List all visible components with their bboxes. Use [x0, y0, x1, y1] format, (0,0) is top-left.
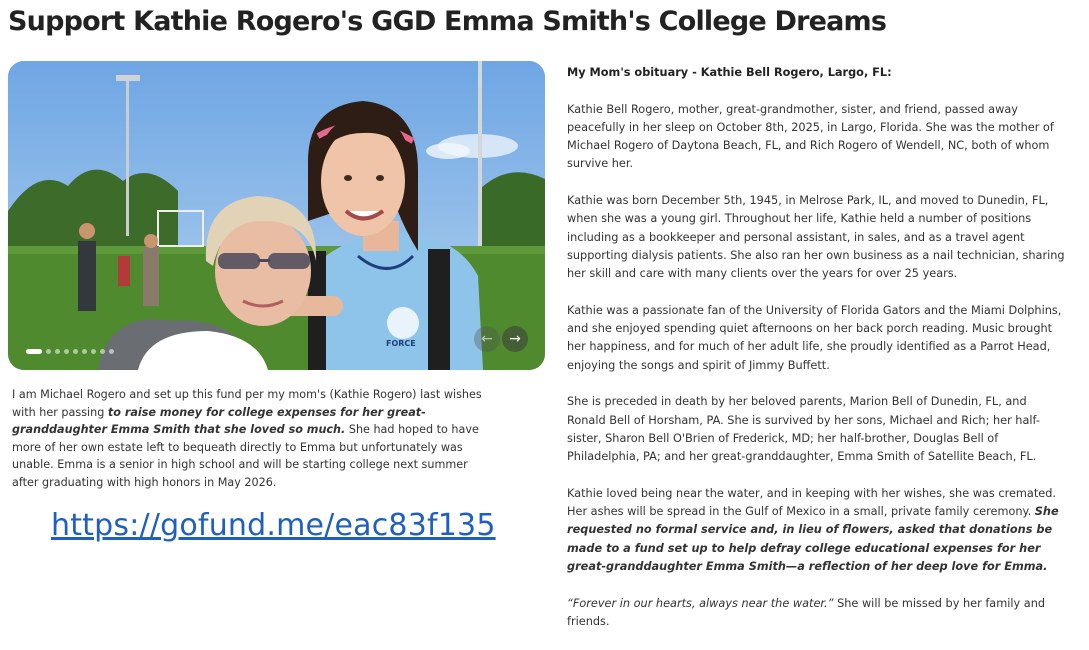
jersey-text: FORCE: [386, 339, 416, 348]
obituary-p5-text: Kathie loved being near the water, and in keeping with her wishes, she was cremated. Her ashes will be spread in the Gulf of Mexico in a small, private family ceremony.: [567, 486, 1056, 519]
obituary-p5-request: She requested no formal service and, in lieu of flowers, asked that donations be made to a fund set up to help defray college educational expenses for her great-granddaughter Emma Smith—a reflection of her deep love for Emma.: [567, 505, 1059, 574]
description-intro: I am Michael Rogero and set up this fund per my mom's (Kathie Rogero) last wishes with her passing: [12, 388, 482, 419]
obituary-closing: She will be missed by her family and friends.: [567, 596, 1046, 628]
carousel-dot-1[interactable]: [26, 349, 42, 354]
carousel-next-button[interactable]: [502, 326, 528, 352]
campaign-description: [12, 386, 482, 492]
carousel-dot-6[interactable]: [82, 349, 87, 354]
campaign-photo[interactable]: [8, 61, 545, 370]
page-title: Support Kathie Rogero's GGD Emma Smith's College Dreams: [8, 6, 887, 37]
obituary-paragraph-3: Kathie was a passionate fan of the University of Florida Gators and the Miami Dolphins, and she enjoyed spending quiet afternoons on her back porch reading. Music brought her happiness, and for much of her adult life, she proudly identified as a Parrot Head, enjoying the songs and spirit of Jimmy Buffett.: [567, 303, 1062, 372]
obituary-paragraph-1: Kathie Bell Rogero, mother, great-grandmother, sister, and friend, passed away peacefully in her sleep on October 8th, 2025, in Largo, Florida. She was the mother of Michael Rogero of Daytona Beach, FL, and Rich Rogero of Wendell, NC, both of whom survive her.: [567, 102, 1054, 171]
carousel-dot-5[interactable]: [73, 349, 78, 354]
obituary-paragraph-5: [567, 485, 1065, 576]
fund-link[interactable]: https://gofund.me/eac83f135: [51, 508, 496, 543]
carousel-dot-7[interactable]: [91, 349, 96, 354]
description-purpose: to raise money for college expenses for her great-granddaughter Emma Smith that she loved so much.: [12, 405, 426, 437]
carousel-dot-2[interactable]: [46, 349, 51, 354]
carousel-dots[interactable]: [26, 349, 114, 354]
carousel-dot-9[interactable]: [109, 349, 114, 354]
carousel-dot-4[interactable]: [64, 349, 69, 354]
carousel-dot-3[interactable]: [55, 349, 60, 354]
obituary-paragraph-2: Kathie was born December 5th, 1945, in Melrose Park, IL, and moved to Dunedin, FL, when she was a young girl. Throughout her life, Kathie held a number of positions including as a bookkeeper and personal assistant, in sales, and as a travel agent supporting dialysis patients. She also ran her own business as a nail technician, sharing her skill and care with many clients over the years for over 25 years.: [567, 194, 1065, 281]
obituary-heading: My Mom's obituary - Kathie Bell Rogero, Largo, FL:: [567, 66, 892, 79]
obituary-paragraph-6: [567, 595, 1065, 632]
chevron-left-icon: ←: [481, 331, 493, 347]
campaign-photo-image: [8, 61, 545, 370]
obituary-paragraph-4: She is preceded in death by her beloved parents, Marion Bell of Dunedin, FL, and Ronald Bell of Horsham, PA. She is survived by her sons, Michael and Rich; her half-sister, Sharon Bell O'Brien of Frederick, MD; her half-brother, Douglas Bell of Philadelphia, PA; and her great-granddaughter, Emma Smith of Satellite Beach, FL.: [567, 395, 1040, 464]
obituary-quote: “Forever in our hearts, always near the water.”: [567, 596, 834, 610]
chevron-right-icon: →: [509, 331, 521, 347]
carousel-dot-8[interactable]: [100, 349, 105, 354]
description-details: She had hoped to have more of her own estate left to bequeath directly to Emma but unfortunately was unable. Emma is a senior in high school and will be starting college next summer after graduating with high honors in May 2026.: [12, 423, 479, 489]
carousel-prev-button[interactable]: [474, 326, 500, 352]
obituary: [567, 64, 1065, 650]
